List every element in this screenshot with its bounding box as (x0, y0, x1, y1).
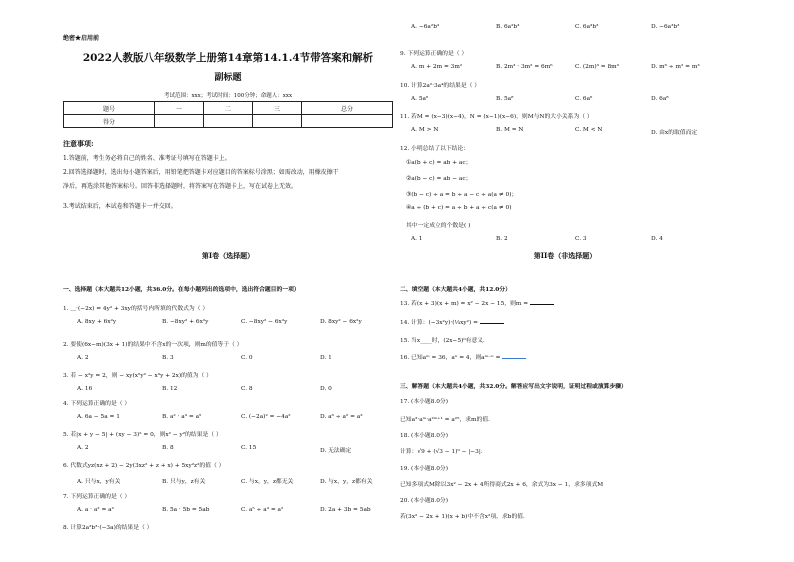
notice-item: 3.考试结束后，本试卷和答题卡一并交回。 (63, 203, 177, 210)
option-c[interactable]: C. 8 (241, 386, 253, 392)
question-16 (400, 352, 526, 361)
option-a[interactable]: A. M > N (411, 127, 439, 133)
option-a[interactable]: A. 8xy + 6x²y (77, 319, 117, 325)
question-11: 11. 若M = (x−3)(x−4)，N = (x−1)(x−6)，则M与N的大小关系为（ ） (400, 114, 593, 120)
notice-title: 注意事项: (63, 139, 94, 148)
option-d[interactable]: D. 由x的取值而定 (651, 130, 698, 136)
question-15: 15. 当x____时，(2x−5)⁰有意义． (400, 338, 489, 344)
q12-item: ③(b − c) ÷ a = b ÷ a − c ÷ a(a ≠ 0)； (406, 192, 518, 198)
option-c[interactable]: C. (2m)³ = 8m³ (575, 64, 619, 70)
option-b[interactable]: B. 6a²b³ (496, 24, 520, 30)
score-cell: 一 (154, 102, 203, 115)
question-8: 8. 计算2a²b³·(−3a)的结果是（ ） (63, 525, 153, 531)
option-d[interactable]: D. 0 (320, 386, 332, 392)
option-b[interactable]: B. 2 (496, 236, 508, 242)
question-13-text: 13. 若(x + 3)(x + m) = x² − 2x − 15，则m = (400, 301, 529, 307)
answer-blank[interactable] (530, 298, 554, 305)
option-a[interactable]: A. 6a − 5a = 1 (77, 414, 120, 420)
question-1: 1. ＿·(−2x) = 4y² + 3xy的括号内所填的代数式为（ ） (63, 306, 209, 312)
answer-blank[interactable] (502, 352, 526, 359)
page-subtitle: 副标题 (214, 73, 242, 83)
q12-item: ①a(b + c) = ab + ac； (406, 160, 472, 166)
question-20: 20. (本小题8.0分) (400, 498, 448, 504)
option-c[interactable]: C. (−2a)² = −4a² (241, 414, 291, 420)
option-c[interactable]: C. a⁵ ÷ a³ = a² (241, 507, 284, 513)
option-c[interactable]: C. 15 (241, 445, 257, 451)
question-18-body: 计算：√9 + (√3 − 1)⁰ − |−3|． (400, 449, 487, 455)
score-cell: 题号 (64, 102, 155, 115)
option-c[interactable]: C. 6a³b³ (575, 24, 599, 30)
option-a[interactable]: A. 1 (411, 236, 423, 242)
question-10: 10. 计算2a²·3a⁴的结果是（ ） (400, 83, 481, 89)
fill-part: 二、填空题（本大题共4小题，共12.0分） (400, 287, 511, 293)
secret-label: 绝密★启用前 (63, 35, 100, 42)
notice-item: 2.回答选择题时，选出每小题答案后，用铅笔把答题卡对应题目的答案标号涂黑；如需改动，用橡皮擦干 (63, 169, 339, 176)
option-b[interactable]: B. 5a · 5b = 5ab (162, 507, 210, 513)
q12-ask: 其中一定成立的个数是( ) (406, 223, 471, 229)
option-a[interactable]: A. 2 (77, 355, 89, 361)
answer-blank[interactable] (480, 317, 504, 324)
question-14-text: 14. 计算：(−3x²y)·(⅓xy²) = (400, 320, 478, 326)
option-a[interactable]: A. 16 (77, 386, 93, 392)
option-d[interactable]: D. 8xy² − 6x²y (320, 319, 362, 325)
question-14 (400, 317, 504, 326)
score-cell[interactable] (302, 115, 393, 128)
score-cell: 二 (203, 102, 252, 115)
option-d[interactable]: D. a⁶ ÷ a² = a³ (320, 414, 363, 420)
section1-part: 一、选择题（本大题共12小题，共36.0分。在每小题列出的选项中，选出符合题目的一项） (63, 287, 300, 293)
question-18: 18. (本小题8.0分) (400, 433, 448, 439)
question-17: 17. (本小题8.0分) (400, 399, 448, 405)
score-cell: 三 (252, 102, 301, 115)
question-17-body: 已知a³·aᵐ·a²ᵐ⁺¹ = a²⁵，求m的值． (400, 417, 494, 423)
option-d[interactable]: D. 无法确定 (320, 448, 352, 454)
option-c[interactable]: C. 3 (575, 236, 587, 242)
score-cell[interactable] (154, 115, 203, 128)
option-b[interactable]: B. −8xy² + 6x²y (162, 319, 209, 325)
option-a[interactable]: A. 5a⁶ (411, 96, 429, 102)
question-6: 6. 代数式yz(xz + 2) − 2y(3xz² + z + x) + 5xy²z²的值（ ） (63, 463, 225, 469)
question-19: 19. (本小题8.0分) (400, 466, 448, 472)
option-c[interactable]: C. 0 (241, 355, 253, 361)
notice-item: 净后，再选涂其他答案标号。回答非选择题时，将答案写在答题卡上，写在试卷上无效。 (63, 183, 298, 190)
option-d[interactable]: D. 2a + 3b = 5ab (320, 507, 371, 513)
question-12: 12. 小明总结了以下结论： (400, 146, 470, 152)
option-b[interactable]: B. 2m³ · 3m² = 6m⁶ (496, 64, 553, 70)
section2-title: 第II卷（非选择题） (533, 251, 597, 260)
option-b[interactable]: B. a² · a³ = a⁵ (162, 414, 202, 420)
option-c[interactable]: C. 6a⁶ (575, 96, 593, 102)
option-b[interactable]: B. 5a⁸ (496, 96, 514, 102)
section1-title: 第I卷（选择题） (201, 251, 255, 260)
option-c[interactable]: C. M < N (575, 127, 603, 133)
option-c[interactable]: C. −8xy² − 6x²y (241, 319, 288, 325)
option-b[interactable]: B. 12 (162, 386, 178, 392)
question-20-body: 若(3x² − 2x + 1)(x + b)中不含x²项，求b的值． (400, 514, 529, 520)
notice-item: 1.答题前，考生务必将自己的姓名、准考证号填写在答题卡上。 (63, 155, 231, 162)
option-b[interactable]: B. 只与y，z有关 (162, 479, 206, 485)
score-header-row (64, 102, 393, 115)
score-cell: 得分 (64, 115, 155, 128)
q12-item: ④a ÷ (b + c) = a ÷ b + a ÷ c(a ≠ 0) (406, 205, 512, 211)
question-19-body: 已知多项式M除以3x² − 2x + 4所得商式2x + 6，余式为3x − 1，求多项式M (400, 482, 604, 488)
option-a[interactable]: A. −6a²b³ (411, 24, 440, 30)
question-7: 7. 下列运算正确的是（ ） (63, 494, 131, 500)
option-d[interactable]: D. m⁶ ÷ m² = m³ (651, 64, 700, 70)
score-cell[interactable] (203, 115, 252, 128)
option-c[interactable]: C. 与x，y，z都无关 (241, 479, 294, 485)
option-a[interactable]: A. 2 (77, 445, 89, 451)
question-2: 2. 要使(6x−m)(3x + 1)的结果中不含x的一次项，则m的值等于（ ） (63, 342, 243, 348)
score-cell: 总分 (302, 102, 393, 115)
question-5: 5. 若|x + y − 5| + (xy − 3)² = 0，则x² − y²的结果是（ ） (63, 432, 222, 438)
score-value-row (64, 115, 393, 128)
option-b[interactable]: B. 8 (162, 445, 174, 451)
option-a[interactable]: A. m + 2m = 3m² (411, 64, 463, 70)
option-a[interactable]: A. a · a² = a² (77, 507, 114, 513)
question-4: 4. 下列运算正确的是（ ） (63, 401, 131, 407)
option-d[interactable]: D. 与x，y，z都有关 (320, 479, 373, 485)
q12-item: ②a(b − c) = ab − ac； (406, 176, 472, 182)
question-13 (400, 298, 554, 307)
exam-info: 考试范围：xxx；考试时间：100分钟；命题人：xxx (163, 93, 293, 99)
option-a[interactable]: A. 只与x，y有关 (77, 479, 121, 485)
score-table (63, 101, 393, 128)
question-3: 3. 若 − x²y = 2，则 − xy(x⁵y² − x³y + 2x)的值为（ ） (63, 373, 212, 379)
page-title: 2022人教版八年级数学上册第14章第14.1.4节带答案和解析 (82, 52, 374, 64)
option-d[interactable]: D. 6a⁸ (651, 96, 669, 102)
question-16-text: 16. 已知aᵐ = 36，aⁿ = 4，则aᵐ⁻ⁿ = (400, 355, 501, 361)
question-9: 9. 下列运算正确的是（ ） (400, 51, 468, 57)
option-d[interactable]: D. 1 (320, 355, 332, 361)
option-b[interactable]: B. 3 (162, 355, 174, 361)
solve-part: 三、解答题（本大题共4小题，共32.0分。解答应写出文字说明，证明过程或演算步骤） (400, 384, 627, 390)
option-d[interactable]: D. 4 (651, 236, 663, 242)
option-b[interactable]: B. M = N (496, 127, 524, 133)
score-cell[interactable] (252, 115, 301, 128)
option-d[interactable]: D. −6a³b³ (651, 24, 680, 30)
